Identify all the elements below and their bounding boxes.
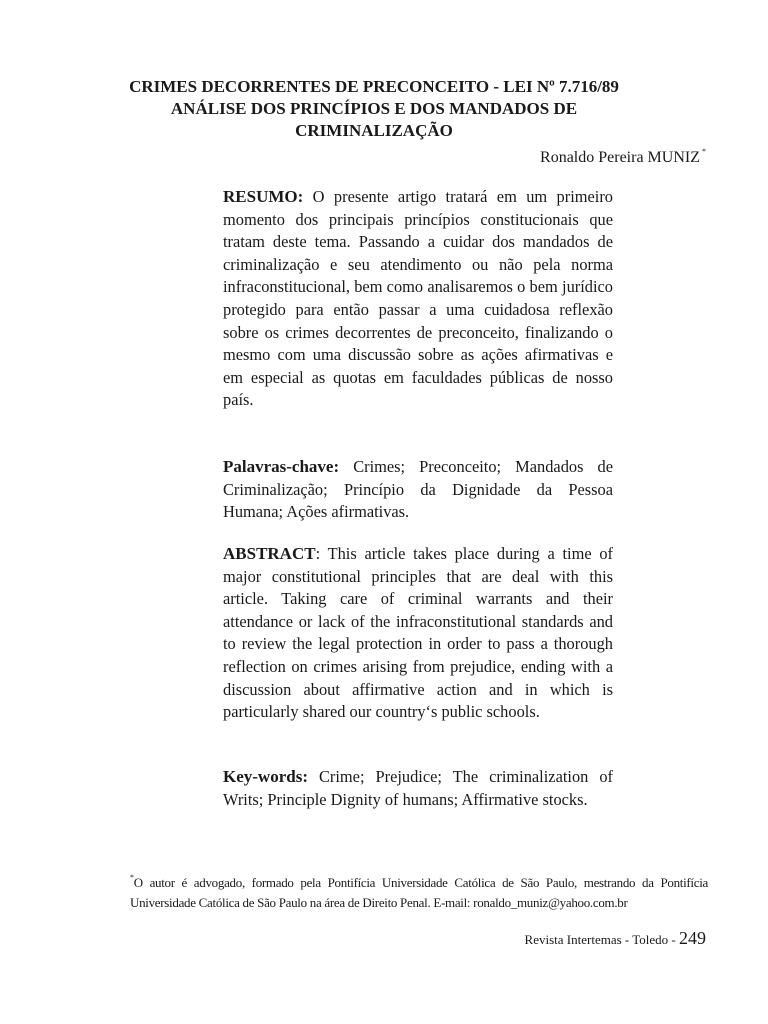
resumo-paragraph	[223, 186, 613, 412]
resumo-text: O presente artigo tratará em um primeiro momento dos principais princípios constitucionais que tratam deste tema. Passando a cuidar dos mandados de criminalização e seu atendimento ou não pela norma infraconstitucional, bem como analisaremos o bem jurídico protegido para então passar a uma cuidadosa reflexão sobre os crimes decorrentes de preconceito, finalizando o mesmo com uma discussão sobre as ações afirmativas e em especial as quotas em faculdades públicas de nosso país.	[223, 187, 613, 410]
footnote-text: O autor é advogado, formado pela Pontifícia Universidade Católica de São Paulo, mestrando da Pontifícia Universidade Católica de São Paulo na área de Direito Penal. E-mail: ronaldo_muniz@yahoo.com.br	[130, 875, 708, 910]
page-number: 249	[679, 928, 706, 948]
palavras-chave-paragraph	[223, 456, 613, 524]
author-line	[540, 141, 706, 169]
palavras-chave-text: Crimes; Preconceito; Mandados de Criminalização; Princípio da Dignidade da Pessoa Humana; Ações afirmativas.	[223, 457, 613, 522]
keywords-label: Key-words:	[223, 767, 308, 786]
author-footnote	[130, 868, 708, 913]
author-footnote-marker: *	[702, 147, 706, 156]
keywords-text: Crime; Prejudice; The criminalization of Writs; Principle Dignity of humans; Affirmative stocks.	[223, 767, 613, 809]
abstract-paragraph	[223, 543, 613, 724]
title-line-2: ANÁLISE DOS PRINCÍPIOS E DOS MANDADOS DE	[170, 99, 578, 118]
keywords-paragraph	[223, 766, 613, 811]
palavras-chave-label: Palavras-chave:	[223, 457, 340, 476]
abstract-label: ABSTRACT	[223, 544, 316, 563]
title-line-3: CRIMINALIZAÇÃO	[295, 121, 453, 140]
resumo-label: RESUMO:	[223, 187, 304, 206]
article-title	[110, 76, 638, 142]
footnote-marker: *	[130, 873, 134, 882]
author-name: Ronaldo Pereira MUNIZ	[540, 149, 700, 166]
title-line-1: CRIMES DECORRENTES DE PRECONCEITO - LEI Nº 7.716/89	[129, 77, 619, 96]
abstract-text: : This article takes place during a time of major constitutional principles that are deal with this article. Taking care of criminal warrants and their attendance or lack of the infraconstitutional standards and to review the legal protection in order to pass a thorough reflection on crimes arising from prejudice, ending with a discussion about affirmative action and in which is particularly shared our country‘s public schools.	[223, 544, 613, 722]
journal-name: Revista Intertemas - Toledo -	[524, 932, 679, 947]
page-footer	[525, 928, 706, 950]
